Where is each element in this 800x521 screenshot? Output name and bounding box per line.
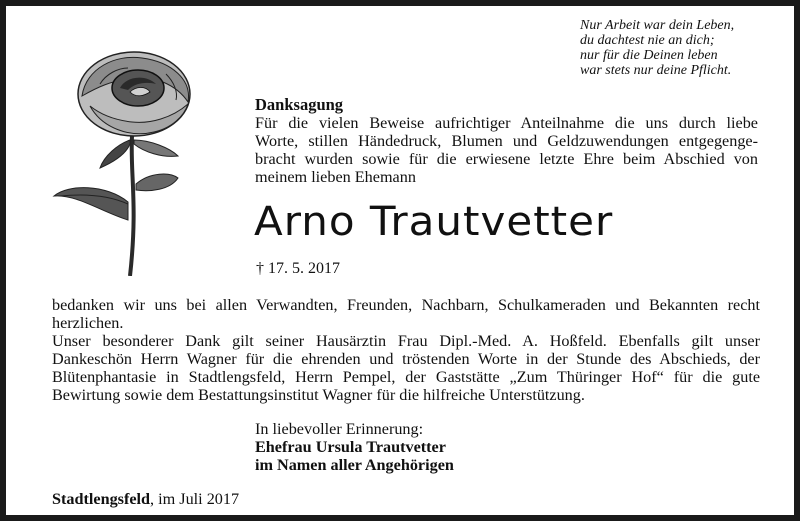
intro-line: meinem lieben Ehemann bbox=[255, 168, 416, 186]
remembrance-line: In liebevoller Erinnerung: bbox=[255, 420, 424, 438]
notice-heading: Danksagung bbox=[255, 95, 344, 114]
memorial-poem bbox=[580, 18, 750, 78]
intro-line: bracht wurden sowie für die erwiesene letzte Ehre beim Abschied von bbox=[255, 150, 758, 168]
thanks-paragraph bbox=[52, 296, 760, 404]
body-line: Dankeschön Herrn Wagner für die ehrenden und tröstenden Worte in der Stunde des Abschieds, der bbox=[52, 350, 760, 368]
body-line: bedanken wir uns bei allen Verwandten, Freunden, Nachbarn, Schulkameraden und Bekannten recht bbox=[52, 296, 760, 314]
closing-block bbox=[255, 420, 454, 474]
body-line: herzlichen. bbox=[52, 314, 124, 332]
body-line: Unser besonderer Dank gilt seiner Hausärztin Frau Dipl.-Med. A. Hoßfeld. Ebenfalls gilt unser bbox=[52, 332, 760, 350]
deceased-name: Arno Trautvetter bbox=[254, 198, 614, 245]
intro-line: Für die vielen Beweise aufrichtiger Anteilnahme die uns durch liebe bbox=[255, 114, 758, 132]
place-date-text: , im Juli 2017 bbox=[150, 490, 240, 508]
body-line: Blütenphantasie in Stadtlengsfeld, Herrn Pempel, der Gaststätte „Zum Thüringer Hof“ für die gute bbox=[52, 368, 760, 386]
intro-paragraph bbox=[255, 114, 758, 186]
death-date: † 17. 5. 2017 bbox=[256, 260, 340, 277]
body-line: Bewirtung sowie dem Bestattungsinstitut Wagner für die hilfreiche Unterstützung. bbox=[52, 386, 585, 404]
rose-icon bbox=[46, 44, 206, 276]
place-town: Stadtlengsfeld bbox=[52, 490, 151, 508]
poem-line: du dachtest nie an dich; bbox=[580, 33, 715, 48]
signature-line: Ehefrau Ursula Trautvetter bbox=[255, 438, 446, 456]
poem-line: nur für die Deinen leben bbox=[580, 48, 718, 63]
intro-line: Worte, stillen Händedruck, Blumen und Geldzuwendungen entgegenge- bbox=[255, 132, 758, 150]
signature-line: im Namen aller Angehörigen bbox=[255, 456, 454, 474]
place-date bbox=[52, 490, 239, 509]
poem-line: war stets nur deine Pflicht. bbox=[580, 63, 732, 78]
poem-line: Nur Arbeit war dein Leben, bbox=[580, 18, 735, 33]
